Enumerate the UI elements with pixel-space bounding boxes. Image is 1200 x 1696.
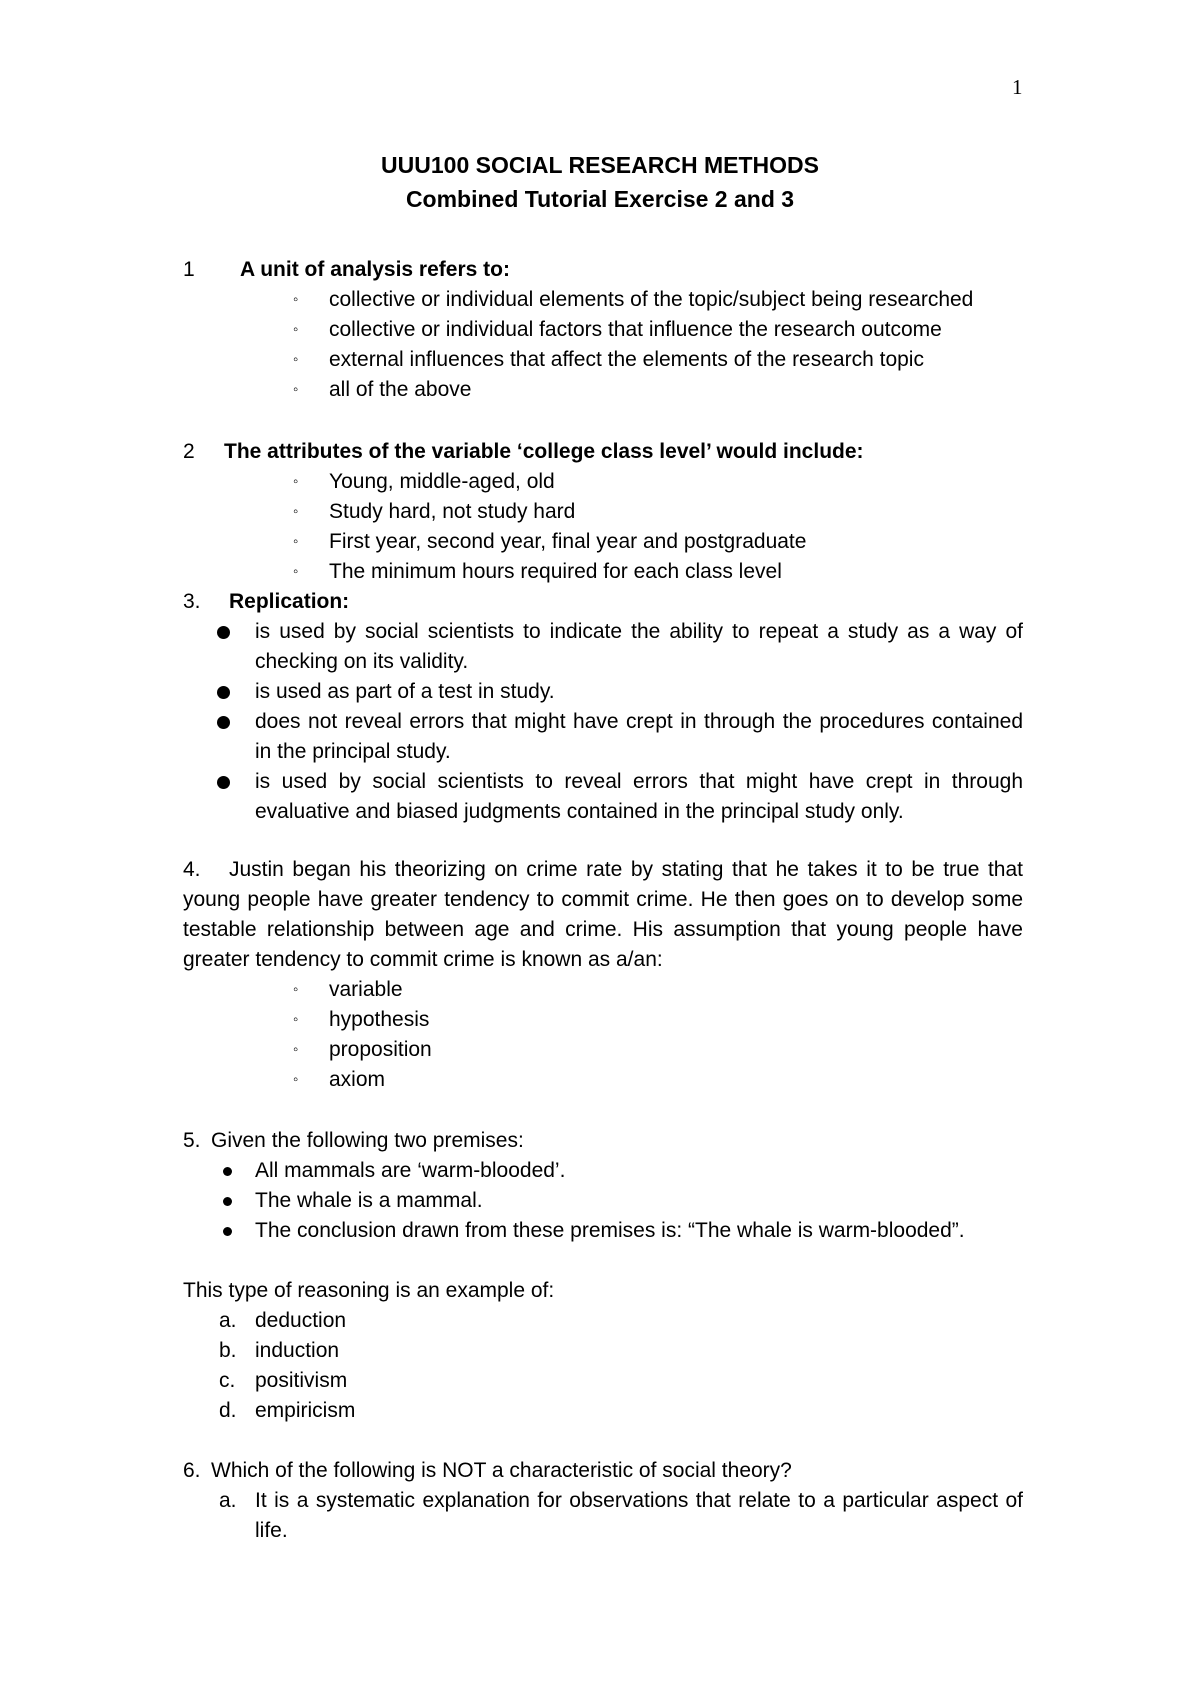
question-number: 3. — [183, 590, 201, 613]
question-prompt: The attributes of the variable ‘college class level’ would include: — [224, 440, 864, 463]
option-text: The minimum hours required for each class level — [329, 560, 782, 583]
list-item — [183, 1156, 1023, 1186]
circle-bullet-icon: ◦ — [293, 1071, 299, 1088]
option-letter: a. — [219, 1489, 237, 1512]
option-text: positivism — [255, 1369, 348, 1392]
list-item — [183, 1366, 1023, 1396]
list-item — [183, 1336, 1023, 1366]
question-number: 2 — [183, 440, 195, 463]
list-item — [183, 285, 1023, 315]
option-text: empiricism — [255, 1399, 356, 1422]
circle-bullet-icon: ◦ — [293, 351, 299, 368]
question-5-premises — [183, 1156, 1023, 1246]
list-item — [183, 497, 1023, 527]
list-item — [183, 557, 1023, 587]
question-6-prompt — [183, 1456, 1023, 1486]
question-3-options — [183, 617, 1023, 827]
question-prompt: Justin began his theorizing on crime rate by stating that he takes it to be true that young people have greater tendency to commit crime. He then goes on to develop some testable relationship between age and crime. His assumption that young people have greater tendency to commit crime is known as a/an: — [183, 858, 1023, 971]
circle-bullet-icon: ◦ — [293, 981, 299, 998]
circle-bullet-icon: ◦ — [293, 563, 299, 580]
question-number: 6. — [183, 1459, 201, 1482]
question-1 — [183, 255, 1023, 405]
circle-bullet-icon: ◦ — [293, 1011, 299, 1028]
list-item — [183, 1306, 1023, 1336]
option-text: collective or individual elements of the topic/subject being researched — [329, 288, 974, 311]
bullet-icon — [217, 686, 230, 699]
option-text: external influences that affect the elements of the research topic — [329, 348, 924, 371]
question-number: 4. — [183, 858, 201, 881]
list-item — [183, 677, 1023, 707]
document-subtitle: Combined Tutorial Exercise 2 and 3 — [405, 186, 795, 212]
list-item — [183, 1186, 1023, 1216]
list-item — [183, 527, 1023, 557]
option-letter: b. — [219, 1339, 237, 1362]
option-text: is used as part of a test in study. — [255, 680, 555, 703]
circle-bullet-icon: ◦ — [293, 381, 299, 398]
list-item — [183, 1035, 1023, 1065]
list-item — [183, 1005, 1023, 1035]
question-4-prompt — [183, 855, 1023, 975]
question-5-followup: This type of reasoning is an example of: — [183, 1279, 555, 1302]
question-2-header — [183, 437, 1023, 467]
list-item — [183, 1216, 1023, 1246]
bullet-icon — [217, 776, 230, 789]
list-item — [183, 315, 1023, 345]
circle-bullet-icon: ◦ — [293, 533, 299, 550]
list-item — [183, 617, 1023, 677]
list-item — [183, 707, 1023, 767]
list-item — [183, 467, 1023, 497]
option-text: proposition — [329, 1038, 432, 1061]
question-2 — [183, 437, 1023, 587]
bullet-icon — [223, 1197, 232, 1206]
option-text: is used by social scientists to indicate the ability to repeat a study as a way of checking on its validity. — [255, 620, 1023, 673]
circle-bullet-icon: ◦ — [293, 321, 299, 338]
circle-bullet-icon: ◦ — [293, 291, 299, 308]
document-title: UUU100 SOCIAL RESEARCH METHODS — [381, 152, 819, 178]
question-4-options — [183, 975, 1023, 1095]
premise-text: The whale is a mammal. — [255, 1189, 483, 1212]
question-1-options — [183, 285, 1023, 405]
list-item — [183, 975, 1023, 1005]
bullet-icon — [217, 716, 230, 729]
premise-text: All mammals are ‘warm-blooded’. — [255, 1159, 566, 1182]
list-item — [183, 1396, 1023, 1426]
question-prompt: Given the following two premises: — [211, 1129, 524, 1152]
option-text: It is a systematic explanation for observations that relate to a particular aspect of life. — [255, 1489, 1023, 1542]
question-1-header — [183, 255, 1023, 285]
question-5 — [183, 1126, 1023, 1426]
question-5-options — [183, 1306, 1023, 1426]
option-text: collective or individual factors that influence the research outcome — [329, 318, 942, 341]
question-6 — [183, 1456, 1023, 1546]
option-letter: d. — [219, 1399, 237, 1422]
option-text: does not reveal errors that might have crept in through the procedures contained in the principal study. — [255, 710, 1023, 763]
page-number: 1 — [1012, 75, 1023, 99]
option-text: First year, second year, final year and postgraduate — [329, 530, 807, 553]
question-prompt: Replication: — [229, 590, 350, 613]
question-number: 5. — [183, 1129, 201, 1152]
list-item — [183, 1065, 1023, 1095]
circle-bullet-icon: ◦ — [293, 1041, 299, 1058]
question-prompt: A unit of analysis refers to: — [240, 258, 510, 281]
circle-bullet-icon: ◦ — [293, 473, 299, 490]
list-item — [183, 345, 1023, 375]
premise-text: The conclusion drawn from these premises is: “The whale is warm-blooded”. — [255, 1219, 965, 1242]
option-text: Study hard, not study hard — [329, 500, 576, 523]
circle-bullet-icon: ◦ — [293, 503, 299, 520]
bullet-icon — [217, 626, 230, 639]
question-5-prompt — [183, 1126, 1023, 1156]
option-letter: a. — [219, 1309, 237, 1332]
question-3 — [183, 587, 1023, 827]
option-text: hypothesis — [329, 1008, 430, 1031]
question-3-header — [183, 587, 1023, 617]
option-text: all of the above — [329, 378, 472, 401]
question-prompt: Which of the following is NOT a characteristic of social theory? — [211, 1459, 792, 1482]
question-number: 1 — [183, 258, 195, 281]
option-text: Young, middle-aged, old — [329, 470, 555, 493]
list-item — [183, 767, 1023, 827]
option-letter: c. — [219, 1369, 236, 1392]
question-2-options — [183, 467, 1023, 587]
list-item — [183, 1486, 1023, 1546]
option-text: deduction — [255, 1309, 347, 1332]
option-text: axiom — [329, 1068, 386, 1091]
question-4 — [183, 855, 1023, 1095]
question-6-options — [183, 1486, 1023, 1546]
option-text: variable — [329, 978, 403, 1001]
bullet-icon — [223, 1227, 232, 1236]
option-text: induction — [255, 1339, 340, 1362]
bullet-icon — [223, 1167, 232, 1176]
list-item — [183, 375, 1023, 405]
option-text: is used by social scientists to reveal errors that might have crept in through evaluative and biased judgments contained in the principal study only. — [255, 770, 1023, 823]
